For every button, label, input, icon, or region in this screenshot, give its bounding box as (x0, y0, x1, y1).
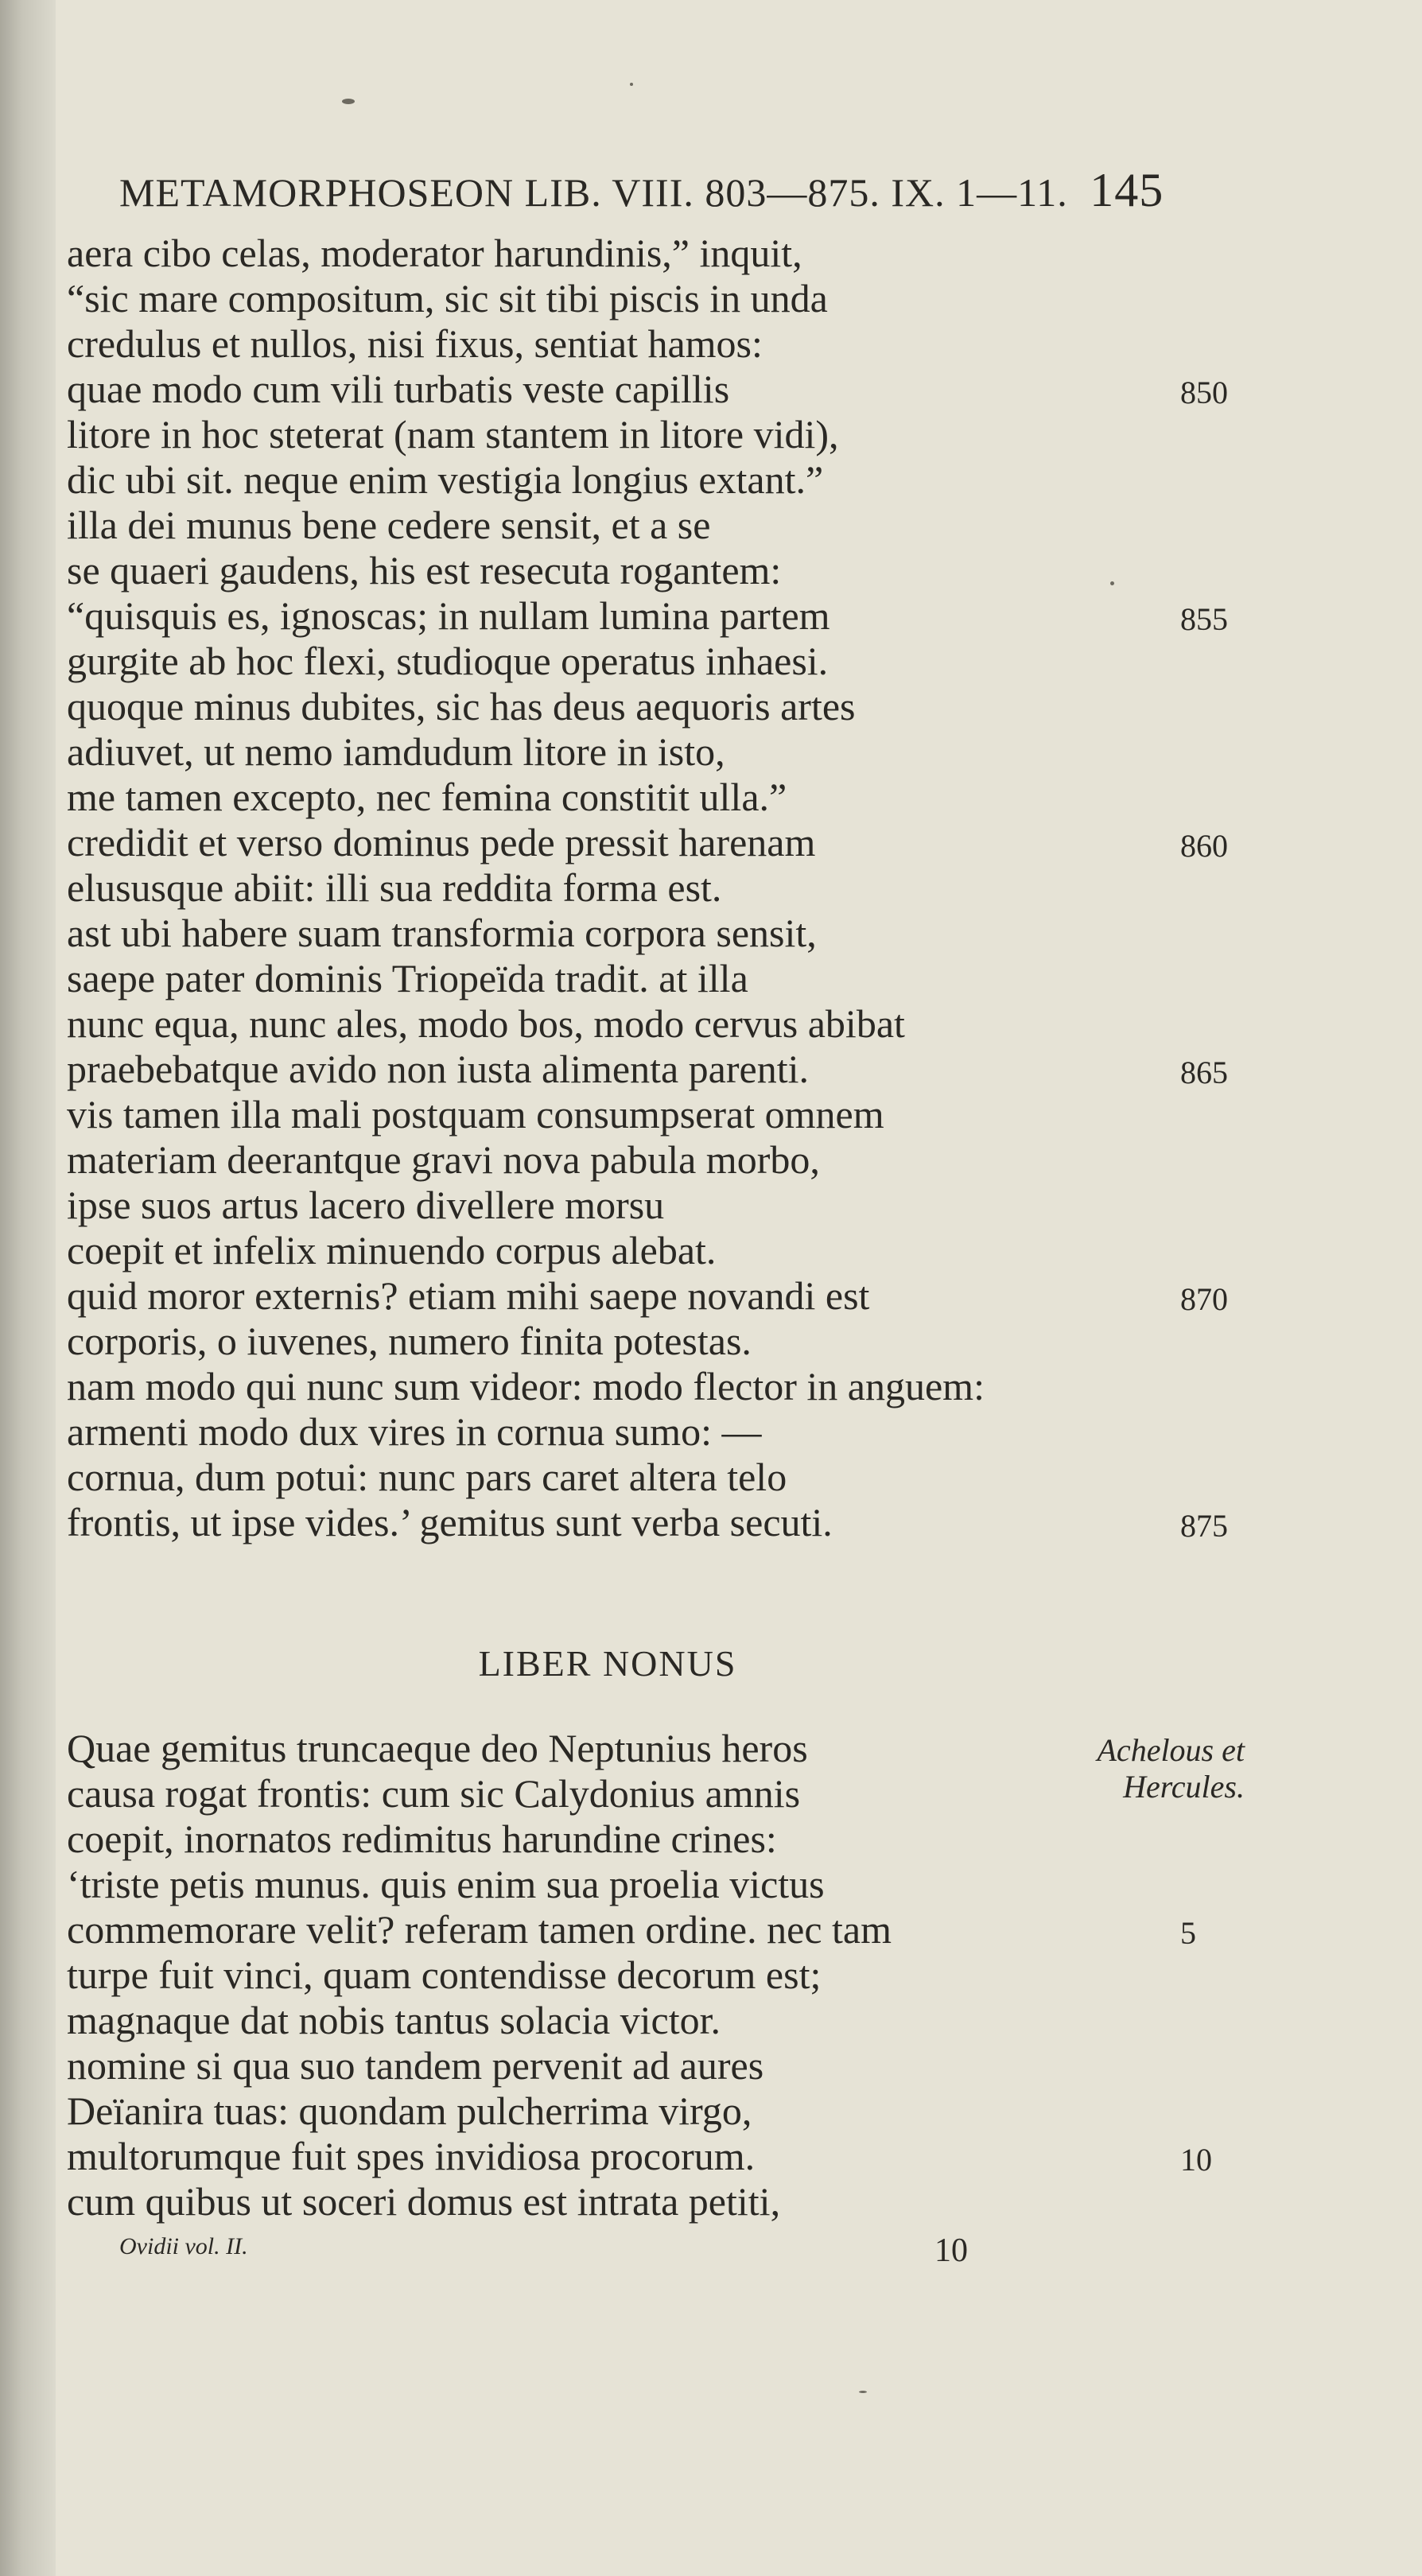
book-nine-verses (67, 1726, 1260, 2224)
signature-number: 10 (934, 2232, 968, 2269)
line-number: 5 (1180, 1915, 1196, 1951)
verse-line (67, 1771, 1260, 1816)
signature-mark: Ovidii vol. II. (119, 2233, 248, 2259)
marginal-note-line: Hercules. (1123, 1769, 1245, 1805)
verse-text: Deïanira tuas: quondam pulcherrima virgo, (67, 2088, 752, 2133)
verse-line (67, 1137, 1260, 1183)
verse-line (67, 865, 1260, 911)
verse-text: coepit, inornatos redimitus harundine crines: (67, 1816, 777, 1861)
verse-text: magnaque dat nobis tantus solacia victor. (67, 1998, 721, 2042)
verse-line (67, 2134, 1260, 2179)
line-number: 860 (1180, 828, 1228, 864)
verse-line (67, 729, 1260, 775)
verse-line (67, 231, 1260, 276)
verse-line (67, 684, 1260, 729)
verse-line (67, 412, 1260, 457)
verse-line (67, 2179, 1260, 2224)
line-number: 865 (1180, 1055, 1228, 1090)
verse-text: “sic mare compositum, sic sit tibi piscis in unda (67, 276, 828, 321)
page-number: 145 (1090, 164, 1164, 216)
book-nine-heading: LIBER NONUS (478, 1643, 737, 1684)
verse-line (67, 1409, 1260, 1455)
verse-line (67, 593, 1260, 639)
verse-text: quid moror externis? etiam mihi saepe novandi est (67, 1273, 870, 1318)
verse-line (67, 1907, 1260, 1952)
verse-text: quae modo cum vili turbatis veste capillis (67, 367, 730, 411)
verse-text: gurgite ab hoc flexi, studioque operatus inhaesi. (67, 639, 829, 683)
verse-text: ipse suos artus lacero divellere morsu (67, 1183, 665, 1227)
paper-speck (859, 2391, 867, 2393)
verse-line (67, 2088, 1260, 2134)
verse-text: elususque abiit: illi sua reddita forma est. (67, 865, 722, 910)
verse-text: praebebatque avido non iusta alimenta parenti. (67, 1047, 809, 1091)
verse-line (67, 639, 1260, 684)
line-number: 870 (1180, 1281, 1228, 1317)
verse-line (67, 1998, 1260, 2043)
verse-text: commemorare velit? referam tamen ordine. nec tam (67, 1907, 892, 1952)
verse-text: nunc equa, nunc ales, modo bos, modo cervus abibat (67, 1001, 905, 1046)
line-number: 855 (1180, 601, 1228, 637)
verse-text: corporis, o iuvenes, numero finita potestas. (67, 1319, 752, 1363)
verse-text: multorumque fuit spes invidiosa procorum. (67, 2134, 756, 2178)
verse-line (67, 1862, 1260, 1907)
verse-line (67, 1047, 1260, 1092)
verse-text: vis tamen illa mali postquam consumpserat omnem (67, 1092, 884, 1136)
running-head (119, 163, 1177, 218)
verse-line (67, 2043, 1260, 2088)
verse-text: illa dei munus bene cedere sensit, et a se (67, 503, 711, 547)
verse-line (67, 1228, 1260, 1273)
verse-line (67, 321, 1260, 367)
verse-line (67, 1455, 1260, 1500)
verse-text: nam modo qui nunc sum videor: modo flector in anguem: (67, 1364, 985, 1408)
verse-text: credulus et nullos, nisi fixus, sentiat hamos: (67, 321, 763, 366)
verse-text: dic ubi sit. neque enim vestigia longius extant.” (67, 457, 824, 502)
verse-text: cornua, dum potui: nunc pars caret altera telo (67, 1455, 787, 1499)
verse-text: frontis, ut ipse vides.’ gemitus sunt verba secuti. (67, 1500, 833, 1544)
book-eight-verses (67, 231, 1260, 1545)
verse-text: saepe pater dominis Triopeïda tradit. at illa (67, 956, 748, 1000)
verse-text: adiuvet, ut nemo iamdudum litore in isto, (67, 729, 725, 774)
verse-line (67, 820, 1260, 865)
verse-line (67, 548, 1260, 593)
verse-line (67, 956, 1260, 1001)
verse-line (67, 1364, 1260, 1409)
verse-text: ast ubi habere suam transformia corpora sensit, (67, 911, 817, 955)
line-number: 850 (1180, 375, 1228, 410)
verse-text: causa rogat frontis: cum sic Calydonius amnis (67, 1771, 801, 1816)
verse-text: credidit et verso dominus pede pressit harenam (67, 820, 816, 864)
verse-text: me tamen excepto, nec femina constitit ulla.” (67, 775, 787, 819)
verse-text: turpe fuit vinci, quam contendisse decorum est; (67, 1952, 822, 1997)
marginal-note-line: Achelous et (1097, 1732, 1245, 1768)
verse-text: se quaeri gaudens, his est resecuta rogantem: (67, 548, 782, 593)
verse-text: nomine si qua suo tandem pervenit ad aures (67, 2043, 764, 2088)
paper-speck (342, 99, 355, 104)
verse-line (67, 1183, 1260, 1228)
paper-speck (1110, 581, 1114, 585)
verse-line (67, 503, 1260, 548)
verse-text: armenti modo dux vires in cornua sumo: — (67, 1409, 762, 1454)
verse-line (67, 1816, 1260, 1862)
verse-line (67, 1273, 1260, 1319)
verse-line (67, 1319, 1260, 1364)
verse-text: cum quibus ut soceri domus est intrata petiti, (67, 2179, 781, 2224)
verse-text: litore in hoc steterat (nam stantem in litore vidi), (67, 412, 839, 457)
verse-text: materiam deerantque gravi nova pabula morbo, (67, 1137, 820, 1182)
verse-line (67, 276, 1260, 321)
verse-line (67, 457, 1260, 503)
verse-line (67, 367, 1260, 412)
verse-line (67, 775, 1260, 820)
line-number: 10 (1180, 2142, 1212, 2178)
verse-line (67, 911, 1260, 956)
paper-speck (630, 83, 633, 86)
verse-text: coepit et infelix minuendo corpus alebat. (67, 1228, 717, 1272)
verse-line (67, 1500, 1260, 1545)
verse-text: aera cibo celas, moderator harundinis,” inquit, (67, 231, 802, 275)
verse-line (67, 1952, 1260, 1998)
verse-line (67, 1726, 1260, 1771)
verse-line (67, 1092, 1260, 1137)
verse-text: quoque minus dubites, sic has deus aequoris artes (67, 684, 856, 729)
verse-text: “quisquis es, ignoscas; in nullam lumina partem (67, 593, 830, 638)
verse-text: ‘triste petis munus. quis enim sua proelia victus (67, 1862, 825, 1906)
running-head-title: METAMORPHOSEON LIB. VIII. 803—875. IX. 1—11. (119, 170, 1068, 215)
line-number: 875 (1180, 1508, 1228, 1544)
verse-text: Quae gemitus truncaeque deo Neptunius heros (67, 1726, 808, 1770)
verse-line (67, 1001, 1260, 1047)
